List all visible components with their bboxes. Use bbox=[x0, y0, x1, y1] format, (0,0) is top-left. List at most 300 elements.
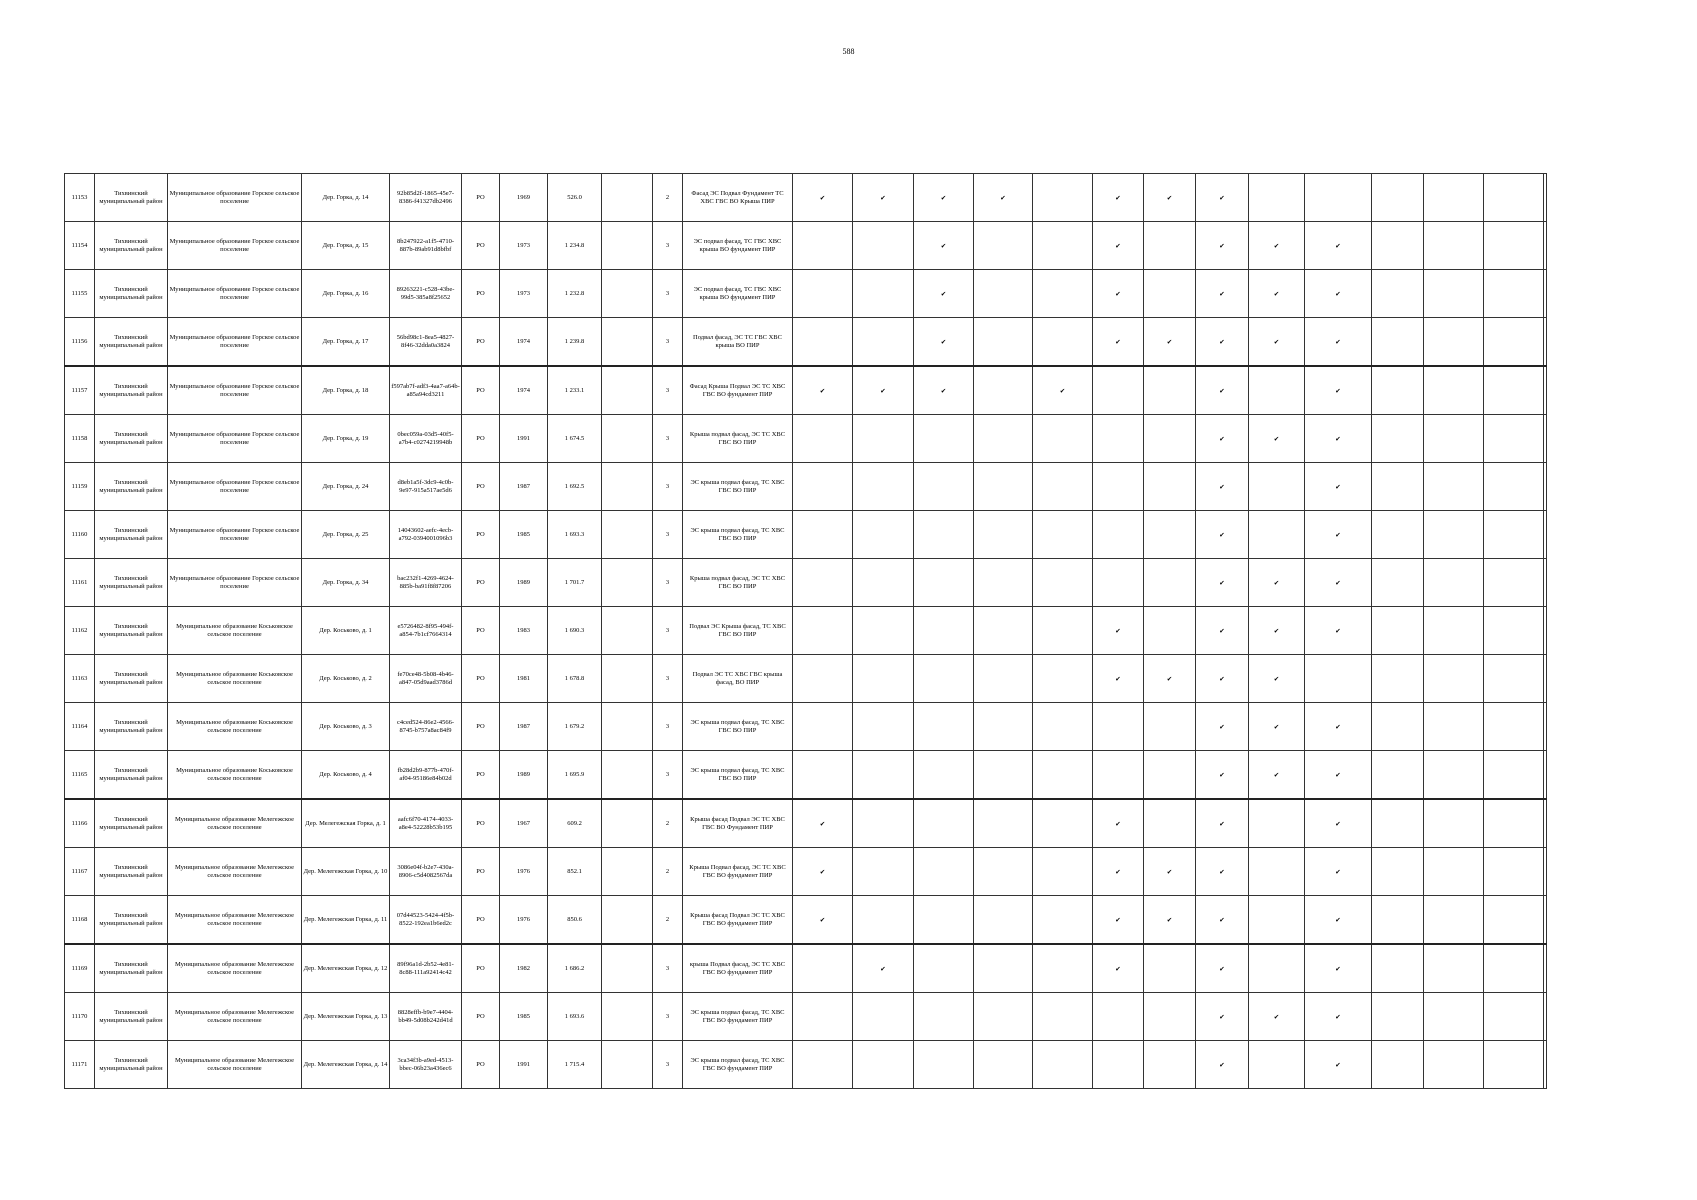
floors-cell: 3 bbox=[653, 270, 683, 318]
check-mark-icon: ✔ bbox=[1196, 607, 1249, 655]
fund-type-cell: РО bbox=[462, 799, 500, 848]
empty-check-cell bbox=[1372, 607, 1424, 655]
area-cell: 1 686.2 bbox=[548, 944, 602, 993]
check-mark-icon: ✔ bbox=[1305, 463, 1372, 511]
area-cell: 609.2 bbox=[548, 799, 602, 848]
row-number: 11166 bbox=[65, 799, 95, 848]
table-row bbox=[65, 270, 1547, 318]
empty-check-cell bbox=[1144, 222, 1196, 270]
empty-check-cell bbox=[853, 848, 914, 896]
empty-cell bbox=[602, 896, 653, 945]
municipality-cell: Муниципальное образование Мелегежское сельское поселение bbox=[168, 799, 302, 848]
check-mark-icon: ✔ bbox=[1196, 222, 1249, 270]
works-cell: Подвал ЭС Крыша фасад, ТС ХВС ГВС ВО ПИР bbox=[683, 607, 793, 655]
year-cell: 1983 bbox=[500, 607, 548, 655]
empty-check-cell bbox=[853, 896, 914, 945]
empty-check-cell bbox=[1484, 366, 1544, 415]
area-cell: 850.6 bbox=[548, 896, 602, 945]
empty-check-cell bbox=[1033, 655, 1093, 703]
fund-type-cell: РО bbox=[462, 463, 500, 511]
floors-cell: 3 bbox=[653, 751, 683, 800]
district-cell: Тихвинский муниципальный район bbox=[95, 559, 168, 607]
works-cell: ЭС крыша подвал фасад, ТС ХВС ГВС ВО ПИР bbox=[683, 703, 793, 751]
guid-cell: 07d44523-5424-4f5b-8522-192ea1b6ed2c bbox=[390, 896, 462, 945]
row-number: 11156 bbox=[65, 318, 95, 367]
empty-check-cell bbox=[1544, 607, 1547, 655]
check-mark-icon: ✔ bbox=[974, 174, 1033, 222]
empty-check-cell bbox=[1372, 896, 1424, 945]
table-row bbox=[65, 366, 1547, 415]
floors-cell: 2 bbox=[653, 799, 683, 848]
empty-check-cell bbox=[1372, 848, 1424, 896]
address-cell: Дер. Мелегежская Горка, д. 12 bbox=[302, 944, 390, 993]
municipality-cell: Муниципальное образование Горское сельское поселение bbox=[168, 222, 302, 270]
empty-check-cell bbox=[914, 655, 974, 703]
empty-check-cell bbox=[1033, 1041, 1093, 1089]
check-mark-icon: ✔ bbox=[1196, 655, 1249, 703]
guid-cell: bac232f1-4269-4624-885b-ba91f8f87206 bbox=[390, 559, 462, 607]
empty-check-cell bbox=[1484, 751, 1544, 800]
guid-cell: fb28d2b9-877b-470f-af04-95186e84b02d bbox=[390, 751, 462, 800]
area-cell: 1 233.1 bbox=[548, 366, 602, 415]
empty-check-cell bbox=[1544, 848, 1547, 896]
empty-check-cell bbox=[1544, 655, 1547, 703]
page-number: 588 bbox=[842, 47, 855, 56]
empty-check-cell bbox=[793, 993, 853, 1041]
floors-cell: 3 bbox=[653, 463, 683, 511]
empty-check-cell bbox=[1033, 751, 1093, 800]
empty-cell bbox=[602, 751, 653, 800]
guid-cell: fe70ce48-5b08-4b46-a847-05d9aad3786d bbox=[390, 655, 462, 703]
area-cell: 1 692.5 bbox=[548, 463, 602, 511]
empty-check-cell bbox=[1484, 607, 1544, 655]
check-mark-icon: ✔ bbox=[1305, 703, 1372, 751]
empty-check-cell bbox=[1484, 703, 1544, 751]
check-mark-icon: ✔ bbox=[1196, 944, 1249, 993]
table-row bbox=[65, 463, 1547, 511]
row-number: 11171 bbox=[65, 1041, 95, 1089]
empty-check-cell bbox=[914, 896, 974, 945]
empty-check-cell bbox=[1372, 751, 1424, 800]
floors-cell: 3 bbox=[653, 415, 683, 463]
row-number: 11165 bbox=[65, 751, 95, 800]
empty-check-cell bbox=[1544, 1041, 1547, 1089]
empty-check-cell bbox=[1544, 751, 1547, 800]
row-number: 11153 bbox=[65, 174, 95, 222]
row-number: 11155 bbox=[65, 270, 95, 318]
district-cell: Тихвинский муниципальный район bbox=[95, 848, 168, 896]
empty-cell bbox=[602, 607, 653, 655]
area-cell: 1 239.8 bbox=[548, 318, 602, 367]
check-mark-icon: ✔ bbox=[1196, 174, 1249, 222]
empty-check-cell bbox=[1033, 607, 1093, 655]
address-cell: Дер. Горка, д. 14 bbox=[302, 174, 390, 222]
empty-check-cell bbox=[1144, 463, 1196, 511]
check-mark-icon: ✔ bbox=[1196, 463, 1249, 511]
check-mark-icon: ✔ bbox=[1196, 751, 1249, 800]
empty-check-cell bbox=[974, 799, 1033, 848]
floors-cell: 3 bbox=[653, 511, 683, 559]
empty-check-cell bbox=[974, 270, 1033, 318]
empty-check-cell bbox=[853, 270, 914, 318]
row-number: 11162 bbox=[65, 607, 95, 655]
empty-check-cell bbox=[1033, 270, 1093, 318]
empty-check-cell bbox=[1033, 944, 1093, 993]
row-number: 11161 bbox=[65, 559, 95, 607]
guid-cell: 8b247922-a1f5-4710-887b-89ab91d8bfbf bbox=[390, 222, 462, 270]
row-number: 11163 bbox=[65, 655, 95, 703]
empty-check-cell bbox=[1144, 511, 1196, 559]
works-cell: ЭС крыша подвал фасад, ТС ХВС ГВС ВО ПИР bbox=[683, 463, 793, 511]
empty-check-cell bbox=[853, 993, 914, 1041]
table-row bbox=[65, 415, 1547, 463]
check-mark-icon: ✔ bbox=[1305, 511, 1372, 559]
empty-cell bbox=[602, 270, 653, 318]
empty-check-cell bbox=[1372, 944, 1424, 993]
check-mark-icon: ✔ bbox=[793, 174, 853, 222]
year-cell: 1969 bbox=[500, 174, 548, 222]
fund-type-cell: РО bbox=[462, 944, 500, 993]
empty-check-cell bbox=[1424, 366, 1484, 415]
works-cell: ЭС крыша подвал фасад, ТС ХВС ГВС ВО фундамент ПИР bbox=[683, 1041, 793, 1089]
check-mark-icon: ✔ bbox=[1093, 607, 1144, 655]
empty-check-cell bbox=[1544, 944, 1547, 993]
check-mark-icon: ✔ bbox=[793, 366, 853, 415]
fund-type-cell: РО bbox=[462, 415, 500, 463]
area-cell: 1 693.6 bbox=[548, 993, 602, 1041]
empty-check-cell bbox=[1372, 222, 1424, 270]
empty-check-cell bbox=[974, 751, 1033, 800]
check-mark-icon: ✔ bbox=[1249, 318, 1305, 367]
guid-cell: f597ab7f-adf3-4aa7-a64b-a85a94cd3211 bbox=[390, 366, 462, 415]
row-number: 11157 bbox=[65, 366, 95, 415]
empty-check-cell bbox=[1484, 944, 1544, 993]
row-number: 11170 bbox=[65, 993, 95, 1041]
empty-check-cell bbox=[1144, 607, 1196, 655]
empty-check-cell bbox=[1424, 799, 1484, 848]
empty-check-cell bbox=[1484, 993, 1544, 1041]
address-cell: Дер. Горка, д. 19 bbox=[302, 415, 390, 463]
empty-check-cell bbox=[1544, 318, 1547, 367]
works-cell: ЭС крыша подвал фасад, ТС ХВС ГВС ВО фундамент ПИР bbox=[683, 993, 793, 1041]
check-mark-icon: ✔ bbox=[1093, 174, 1144, 222]
address-cell: Дер. Мелегежская Горка, д. 13 bbox=[302, 993, 390, 1041]
empty-check-cell bbox=[974, 222, 1033, 270]
municipality-cell: Муниципальное образование Коськовское сельское поселение bbox=[168, 703, 302, 751]
guid-cell: 56bd98c1-8ea5-4827-8f46-32dda0a3824 bbox=[390, 318, 462, 367]
empty-check-cell bbox=[853, 222, 914, 270]
municipality-cell: Муниципальное образование Горское сельское поселение bbox=[168, 366, 302, 415]
area-cell: 1 679.2 bbox=[548, 703, 602, 751]
row-number: 11164 bbox=[65, 703, 95, 751]
empty-check-cell bbox=[1249, 944, 1305, 993]
empty-check-cell bbox=[1249, 896, 1305, 945]
check-mark-icon: ✔ bbox=[1249, 270, 1305, 318]
empty-check-cell bbox=[914, 993, 974, 1041]
empty-check-cell bbox=[793, 318, 853, 367]
table-row bbox=[65, 703, 1547, 751]
municipality-cell: Муниципальное образование Мелегежское сельское поселение bbox=[168, 993, 302, 1041]
empty-check-cell bbox=[793, 222, 853, 270]
fund-type-cell: РО bbox=[462, 174, 500, 222]
check-mark-icon: ✔ bbox=[1144, 896, 1196, 945]
empty-check-cell bbox=[1484, 222, 1544, 270]
guid-cell: d8eb1a5f-3dc9-4c0b-9e97-915a517ae5d6 bbox=[390, 463, 462, 511]
area-cell: 1 232.8 bbox=[548, 270, 602, 318]
empty-check-cell bbox=[1484, 270, 1544, 318]
empty-cell bbox=[602, 415, 653, 463]
fund-type-cell: РО bbox=[462, 222, 500, 270]
empty-check-cell bbox=[1424, 1041, 1484, 1089]
district-cell: Тихвинский муниципальный район bbox=[95, 270, 168, 318]
empty-check-cell bbox=[974, 366, 1033, 415]
empty-check-cell bbox=[1249, 1041, 1305, 1089]
empty-check-cell bbox=[1144, 751, 1196, 800]
empty-check-cell bbox=[1144, 366, 1196, 415]
empty-check-cell bbox=[914, 463, 974, 511]
year-cell: 1973 bbox=[500, 222, 548, 270]
check-mark-icon: ✔ bbox=[1305, 896, 1372, 945]
district-cell: Тихвинский муниципальный район bbox=[95, 366, 168, 415]
works-cell: ЭС крыша подвал фасад, ТС ХВС ГВС ВО ПИР bbox=[683, 751, 793, 800]
municipality-cell: Муниципальное образование Горское сельское поселение bbox=[168, 415, 302, 463]
check-mark-icon: ✔ bbox=[1249, 703, 1305, 751]
check-mark-icon: ✔ bbox=[1305, 318, 1372, 367]
empty-cell bbox=[602, 799, 653, 848]
area-cell: 1 690.3 bbox=[548, 607, 602, 655]
empty-check-cell bbox=[914, 559, 974, 607]
floors-cell: 2 bbox=[653, 896, 683, 945]
year-cell: 1974 bbox=[500, 318, 548, 367]
works-cell: Крыша подвал фасад, ЭС ТС ХВС ГВС ВО ПИР bbox=[683, 415, 793, 463]
empty-check-cell bbox=[1424, 318, 1484, 367]
empty-cell bbox=[602, 174, 653, 222]
check-mark-icon: ✔ bbox=[1196, 848, 1249, 896]
table-row bbox=[65, 607, 1547, 655]
empty-check-cell bbox=[1372, 415, 1424, 463]
address-cell: Дер. Горка, д. 17 bbox=[302, 318, 390, 367]
address-cell: Дер. Горка, д. 34 bbox=[302, 559, 390, 607]
table-row bbox=[65, 222, 1547, 270]
empty-check-cell bbox=[1484, 174, 1544, 222]
empty-check-cell bbox=[1249, 511, 1305, 559]
works-cell: Подвал ЭС ТС ХВС ГВС крыша фасад, ВО ПИР bbox=[683, 655, 793, 703]
empty-check-cell bbox=[1484, 463, 1544, 511]
municipality-cell: Муниципальное образование Мелегежское сельское поселение bbox=[168, 848, 302, 896]
empty-check-cell bbox=[1033, 511, 1093, 559]
empty-check-cell bbox=[1544, 896, 1547, 945]
empty-check-cell bbox=[1249, 463, 1305, 511]
check-mark-icon: ✔ bbox=[1305, 799, 1372, 848]
area-cell: 1 693.3 bbox=[548, 511, 602, 559]
empty-check-cell bbox=[853, 751, 914, 800]
table-row bbox=[65, 896, 1547, 945]
empty-check-cell bbox=[1424, 993, 1484, 1041]
floors-cell: 3 bbox=[653, 222, 683, 270]
empty-check-cell bbox=[914, 511, 974, 559]
check-mark-icon: ✔ bbox=[914, 174, 974, 222]
table-row bbox=[65, 174, 1547, 222]
area-cell: 1 674.5 bbox=[548, 415, 602, 463]
address-cell: Дер. Горка, д. 16 bbox=[302, 270, 390, 318]
district-cell: Тихвинский муниципальный район bbox=[95, 318, 168, 367]
check-mark-icon: ✔ bbox=[1033, 366, 1093, 415]
check-mark-icon: ✔ bbox=[1093, 848, 1144, 896]
district-cell: Тихвинский муниципальный район bbox=[95, 174, 168, 222]
year-cell: 1982 bbox=[500, 944, 548, 993]
empty-check-cell bbox=[793, 463, 853, 511]
check-mark-icon: ✔ bbox=[1093, 270, 1144, 318]
works-cell: ЭС крыша подвал фасад, ТС ХВС ГВС ВО ПИР bbox=[683, 511, 793, 559]
district-cell: Тихвинский муниципальный район bbox=[95, 944, 168, 993]
municipality-cell: Муниципальное образование Горское сельское поселение bbox=[168, 559, 302, 607]
area-cell: 1 701.7 bbox=[548, 559, 602, 607]
address-cell: Дер. Мелегежская Горка, д. 11 bbox=[302, 896, 390, 945]
guid-cell: aafc6f70-4174-4033-a8e4-52228b53b195 bbox=[390, 799, 462, 848]
empty-check-cell bbox=[793, 703, 853, 751]
empty-cell bbox=[602, 944, 653, 993]
empty-check-cell bbox=[914, 415, 974, 463]
guid-cell: c4ced524-86e2-4566-8745-b757a8ac84f9 bbox=[390, 703, 462, 751]
empty-check-cell bbox=[793, 751, 853, 800]
municipality-cell: Муниципальное образование Коськовское сельское поселение bbox=[168, 655, 302, 703]
floors-cell: 3 bbox=[653, 703, 683, 751]
empty-check-cell bbox=[853, 655, 914, 703]
address-cell: Дер. Горка, д. 15 bbox=[302, 222, 390, 270]
empty-check-cell bbox=[793, 415, 853, 463]
empty-check-cell bbox=[1093, 1041, 1144, 1089]
guid-cell: 8828effb-b9e7-4404-bb49-5d08b242d41d bbox=[390, 993, 462, 1041]
housing-registry-table bbox=[64, 173, 1547, 1089]
floors-cell: 3 bbox=[653, 559, 683, 607]
empty-check-cell bbox=[853, 799, 914, 848]
year-cell: 1976 bbox=[500, 896, 548, 945]
row-number: 11160 bbox=[65, 511, 95, 559]
check-mark-icon: ✔ bbox=[1249, 655, 1305, 703]
empty-check-cell bbox=[974, 848, 1033, 896]
empty-check-cell bbox=[1372, 366, 1424, 415]
empty-check-cell bbox=[1033, 318, 1093, 367]
empty-check-cell bbox=[974, 944, 1033, 993]
fund-type-cell: РО bbox=[462, 993, 500, 1041]
address-cell: Дер. Горка, д. 18 bbox=[302, 366, 390, 415]
table-row bbox=[65, 655, 1547, 703]
municipality-cell: Муниципальное образование Горское сельское поселение bbox=[168, 270, 302, 318]
empty-check-cell bbox=[1372, 559, 1424, 607]
check-mark-icon: ✔ bbox=[914, 366, 974, 415]
floors-cell: 3 bbox=[653, 1041, 683, 1089]
fund-type-cell: РО bbox=[462, 1041, 500, 1089]
empty-check-cell bbox=[974, 896, 1033, 945]
empty-check-cell bbox=[1372, 270, 1424, 318]
check-mark-icon: ✔ bbox=[1144, 174, 1196, 222]
works-cell: Крыша фасад Подвал ЭС ТС ХВС ГВС ВО фундамент ПИР bbox=[683, 896, 793, 945]
check-mark-icon: ✔ bbox=[1305, 270, 1372, 318]
guid-cell: 3ca34f3b-a9ed-4513-bbec-06b23a436ec6 bbox=[390, 1041, 462, 1089]
works-cell: Фасад ЭС Подвал Фундамент ТС ХВС ГВС ВО Крыша ПИР bbox=[683, 174, 793, 222]
empty-check-cell bbox=[1305, 655, 1372, 703]
empty-check-cell bbox=[1249, 848, 1305, 896]
empty-check-cell bbox=[1033, 799, 1093, 848]
check-mark-icon: ✔ bbox=[1305, 944, 1372, 993]
check-mark-icon: ✔ bbox=[1144, 848, 1196, 896]
empty-check-cell bbox=[1424, 896, 1484, 945]
works-cell: Крыша Подвал фасад, ЭС ТС ХВС ГВС ВО фундамент ПИР bbox=[683, 848, 793, 896]
fund-type-cell: РО bbox=[462, 270, 500, 318]
municipality-cell: Муниципальное образование Горское сельское поселение bbox=[168, 463, 302, 511]
check-mark-icon: ✔ bbox=[1249, 751, 1305, 800]
empty-check-cell bbox=[1093, 366, 1144, 415]
empty-check-cell bbox=[1424, 559, 1484, 607]
municipality-cell: Муниципальное образование Коськовское сельское поселение bbox=[168, 607, 302, 655]
check-mark-icon: ✔ bbox=[914, 318, 974, 367]
empty-check-cell bbox=[914, 607, 974, 655]
municipality-cell: Муниципальное образование Мелегежское сельское поселение bbox=[168, 944, 302, 993]
empty-check-cell bbox=[1033, 703, 1093, 751]
address-cell: Дер. Коськово, д. 2 bbox=[302, 655, 390, 703]
empty-check-cell bbox=[853, 318, 914, 367]
empty-check-cell bbox=[1093, 751, 1144, 800]
area-cell: 1 715.4 bbox=[548, 1041, 602, 1089]
address-cell: Дер. Горка, д. 25 bbox=[302, 511, 390, 559]
empty-cell bbox=[602, 511, 653, 559]
floors-cell: 3 bbox=[653, 655, 683, 703]
empty-check-cell bbox=[1249, 799, 1305, 848]
row-number: 11167 bbox=[65, 848, 95, 896]
district-cell: Тихвинский муниципальный район bbox=[95, 993, 168, 1041]
empty-check-cell bbox=[974, 318, 1033, 367]
empty-check-cell bbox=[853, 559, 914, 607]
empty-check-cell bbox=[1033, 993, 1093, 1041]
fund-type-cell: РО bbox=[462, 896, 500, 945]
fund-type-cell: РО bbox=[462, 703, 500, 751]
floors-cell: 3 bbox=[653, 944, 683, 993]
check-mark-icon: ✔ bbox=[1196, 559, 1249, 607]
check-mark-icon: ✔ bbox=[1196, 896, 1249, 945]
year-cell: 1976 bbox=[500, 848, 548, 896]
empty-check-cell bbox=[1424, 655, 1484, 703]
works-cell: Крыша фасад Подвал ЭС ТС ХВС ГВС ВО Фундамент ПИР bbox=[683, 799, 793, 848]
empty-check-cell bbox=[1033, 896, 1093, 945]
floors-cell: 3 bbox=[653, 318, 683, 367]
empty-cell bbox=[602, 703, 653, 751]
empty-check-cell bbox=[1544, 799, 1547, 848]
year-cell: 1991 bbox=[500, 1041, 548, 1089]
empty-check-cell bbox=[1424, 751, 1484, 800]
check-mark-icon: ✔ bbox=[1249, 222, 1305, 270]
empty-check-cell bbox=[1033, 848, 1093, 896]
check-mark-icon: ✔ bbox=[914, 270, 974, 318]
works-cell: Фасад Крыша Подвал ЭС ТС ХВС ГВС ВО фундамент ПИР bbox=[683, 366, 793, 415]
year-cell: 1987 bbox=[500, 463, 548, 511]
empty-check-cell bbox=[1424, 944, 1484, 993]
check-mark-icon: ✔ bbox=[914, 222, 974, 270]
empty-check-cell bbox=[1144, 944, 1196, 993]
table-row bbox=[65, 559, 1547, 607]
check-mark-icon: ✔ bbox=[1196, 1041, 1249, 1089]
empty-check-cell bbox=[1484, 511, 1544, 559]
district-cell: Тихвинский муниципальный район bbox=[95, 463, 168, 511]
fund-type-cell: РО bbox=[462, 318, 500, 367]
works-cell: ЭС подвал фасад, ТС ГВС ХВС крыша ВО фундамент ПИР bbox=[683, 270, 793, 318]
empty-check-cell bbox=[853, 607, 914, 655]
district-cell: Тихвинский муниципальный район bbox=[95, 607, 168, 655]
year-cell: 1967 bbox=[500, 799, 548, 848]
district-cell: Тихвинский муниципальный район bbox=[95, 222, 168, 270]
empty-check-cell bbox=[1144, 270, 1196, 318]
empty-check-cell bbox=[914, 944, 974, 993]
empty-check-cell bbox=[853, 1041, 914, 1089]
